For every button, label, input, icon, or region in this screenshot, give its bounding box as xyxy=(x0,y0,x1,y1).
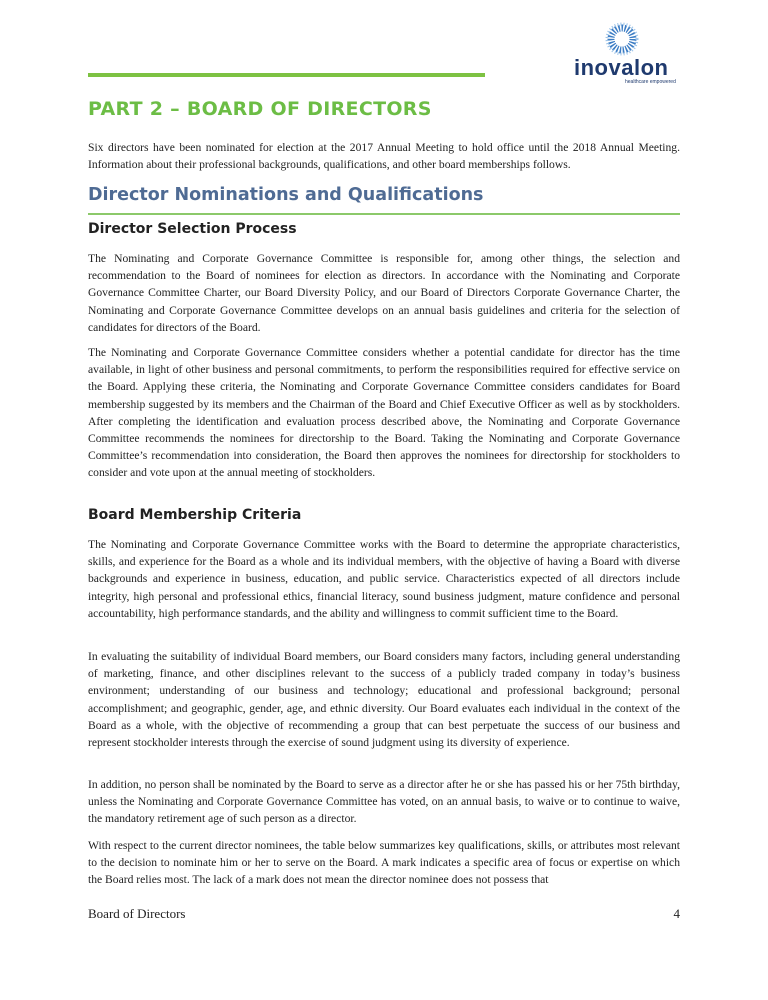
logo-swirl-icon xyxy=(560,22,685,58)
logo-tagline: healthcare empowered xyxy=(625,79,676,85)
section-divider xyxy=(88,213,680,215)
paragraph: In addition, no person shall be nominated by the Board to serve as a director after he or she has passed his or her 75th birthday, unless the Nominating and Corporate Governance Committee has voted, on an annual basis, to waive or to continue to waive, the mandatory retirement age of such person as a director. xyxy=(88,778,680,826)
section-heading: Director Nominations and Qualifications xyxy=(88,185,484,205)
paragraph: The Nominating and Corporate Governance Committee considers whether a potential candidate for director has the time available, in light of other business and personal commitments, to perform the responsibilities required for effective service on the Board. Applying these criteria, the Nominating and Corporate Governance Committee considers candidates for Board membership suggested by its members and the Chairman of the Board and Chief Executive Officer as well as by stockholders. After completing the identification and evaluation process described above, the Nominating and Corporate Governance Committee recommends the nominees for directorship to the Board. Taking the Nominating and Corporate Governance Committee’s recommendation into consideration, the Board then approves the nominees for directorship for stockholders to consider and vote upon at the annual meeting of stockholders. xyxy=(88,346,680,480)
company-logo xyxy=(560,22,685,102)
subheading-selection-process: Director Selection Process xyxy=(88,221,297,237)
footer-section-name: Board of Directors xyxy=(88,906,186,921)
page-title: PART 2 – BOARD OF DIRECTORS xyxy=(88,98,432,120)
paragraph: The Nominating and Corporate Governance Committee is responsible for, among other things, the selection and recommendation to the Board of nominees for election as directors. In accordance with the Nominating and Corporate Governance Committee Charter, our Board Diversity Policy, and our Board of Directors Corporate Governance Charter, the Nominating and Corporate Governance Committee develops on an annual basis guidelines and criteria for the selection of candidates for directors of the Board. xyxy=(88,252,680,334)
header-accent-bar xyxy=(88,73,485,77)
subheading-membership-criteria: Board Membership Criteria xyxy=(88,507,302,523)
intro-paragraph: Six directors have been nominated for election at the 2017 Annual Meeting to hold office until the 2018 Annual Meeting. Information about their professional backgrounds, qualifications, and other board memberships follows. xyxy=(88,141,680,172)
logo-wordmark: inovalon xyxy=(574,55,669,80)
paragraph: In evaluating the suitability of individual Board members, our Board considers many factors, including general understanding of marketing, finance, and other disciplines relevant to the success of a publicly traded company in today’s business environment; understanding of our business and technology; educational and professional background; personal accomplishment; and geographic, gender, age, and ethnic diversity. Our Board evaluates each individual in the context of the Board as a whole, with the objective of recommending a group that can best perpetuate the success of our business and represent stockholder interests through the exercise of sound judgment using its diversity of experience. xyxy=(88,650,680,750)
paragraph: With respect to the current director nominees, the table below summarizes key qualifications, skills, or attributes most relevant to the decision to nominate him or her to serve on the Board. A mark indicates a specific area of focus or expertise on which the Board relies most. The lack of a mark does not mean the director nominee does not possess that xyxy=(88,839,680,887)
page-number: 4 xyxy=(673,906,680,921)
paragraph: The Nominating and Corporate Governance Committee works with the Board to determine the appropriate characteristics, skills, and experience for the Board as a whole and its individual members, with the objective of having a Board with diverse backgrounds and experience in business, education, and public service. Characteristics expected of all directors include integrity, high personal and professional ethics, financial literacy, sound business judgment, mature confidence and personal accountability, high performance standards, and the ability and willingness to commit sufficient time to the Board. xyxy=(88,538,680,620)
